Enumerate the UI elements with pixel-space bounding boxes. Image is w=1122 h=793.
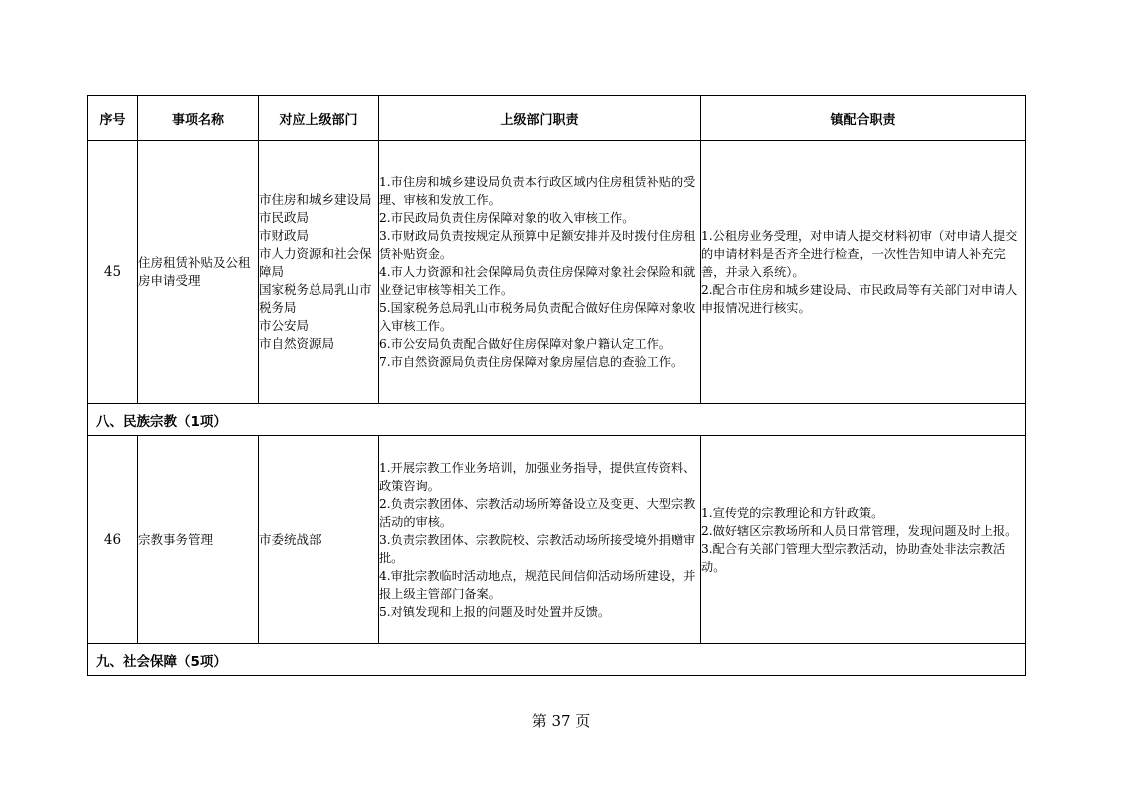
dept-entry: 市财政局	[259, 228, 310, 243]
section-title: 九、社会保障（5项）	[88, 644, 1026, 676]
section-row	[88, 644, 1026, 676]
row-item-name: 宗教事务管理	[138, 436, 259, 644]
row-item-name: 住房租赁补贴及公租房申请受理	[138, 141, 259, 404]
dept-entry: 市自然资源局	[259, 336, 335, 351]
duty-item: 3.市财政局负责按规定从预算中足额安排并及时拨付住房租赁补贴资金。	[379, 229, 696, 261]
header-duty: 上级部门职责	[379, 96, 701, 141]
town-duty-item: 3.配合有关部门管理大型宗教活动，协助查处非法宗教活动。	[701, 541, 1006, 574]
page-number: 第 37 页	[531, 712, 591, 730]
row-seq: 46	[88, 436, 138, 644]
row-town-duty-list	[701, 436, 1026, 644]
section-title: 八、民族宗教（1项）	[88, 404, 1026, 436]
duty-item: 6.市公安局负责配合做好住房保障对象户籍认定工作。	[379, 337, 671, 351]
header-name: 事项名称	[138, 96, 259, 141]
row-seq: 45	[88, 141, 138, 404]
item-table	[87, 95, 1026, 676]
header-dept: 对应上级部门	[259, 96, 379, 141]
dept-entry: 市住房和城乡建设局	[259, 192, 372, 207]
dept-entry: 市公安局	[259, 318, 310, 333]
duty-item: 5.国家税务总局乳山市税务局负责配合做好住房保障对象收入审核工作。	[379, 301, 696, 333]
duty-item: 4.市人力资源和社会保障局负责住房保障对象社会保险和就业登记审核等相关工作。	[379, 265, 696, 297]
section-row	[88, 404, 1026, 436]
table-row	[88, 436, 1026, 644]
table-row	[88, 141, 1026, 404]
row-duty-list	[379, 141, 701, 404]
row-dept-list	[259, 141, 379, 404]
row-duty-list	[379, 436, 701, 644]
duty-item: 3.负责宗教团体、宗教院校、宗教活动场所接受境外捐赠审批。	[379, 532, 696, 565]
duty-item: 4.审批宗教临时活动地点，规范民间信仰活动场所建设，并报上级主管部门备案。	[379, 568, 696, 601]
duty-item: 7.市自然资源局负责住房保障对象房屋信息的查验工作。	[379, 355, 684, 369]
dept-entry: 市委统战部	[259, 531, 322, 547]
duty-item: 2.市民政局负责住房保障对象的收入审核工作。	[379, 211, 635, 225]
dept-entry: 市人力资源和社会保障局	[259, 246, 372, 279]
duty-item: 1.开展宗教工作业务培训，加强业务指导，提供宣传资料、政策咨询。	[379, 460, 696, 493]
town-duty-item: 1.宣传党的宗教理论和方针政策。	[701, 505, 884, 520]
duty-item: 5.对镇发现和上报的问题及时处置并反馈。	[379, 604, 611, 619]
town-duty-item: 1.公租房业务受理，对申请人提交材料初审（对申请人提交的申请材料是否齐全进行检查，一次性告知申请人补充完善，并录入系统）。	[701, 229, 1018, 279]
duty-item: 1.市住房和城乡建设局负责本行政区域内住房租赁补贴的受理、审核和发放工作。	[379, 175, 696, 207]
town-duty-item: 2.配合市住房和城乡建设局、市民政局等有关部门对申请人申报情况进行核实。	[701, 283, 1018, 315]
row-dept-list	[259, 436, 379, 644]
header-seq: 序号	[88, 96, 138, 141]
duty-item: 2.负责宗教团体、宗教活动场所筹备设立及变更、大型宗教活动的审核。	[379, 496, 696, 529]
dept-entry: 国家税务总局乳山市税务局	[259, 282, 372, 315]
town-duty-item: 2.做好辖区宗教场所和人员日常管理，发现问题及时上报。	[701, 523, 1018, 538]
row-town-duty-list	[701, 141, 1026, 404]
header-town: 镇配合职责	[701, 96, 1026, 141]
header-row	[88, 96, 1026, 141]
dept-entry: 市民政局	[259, 210, 310, 225]
